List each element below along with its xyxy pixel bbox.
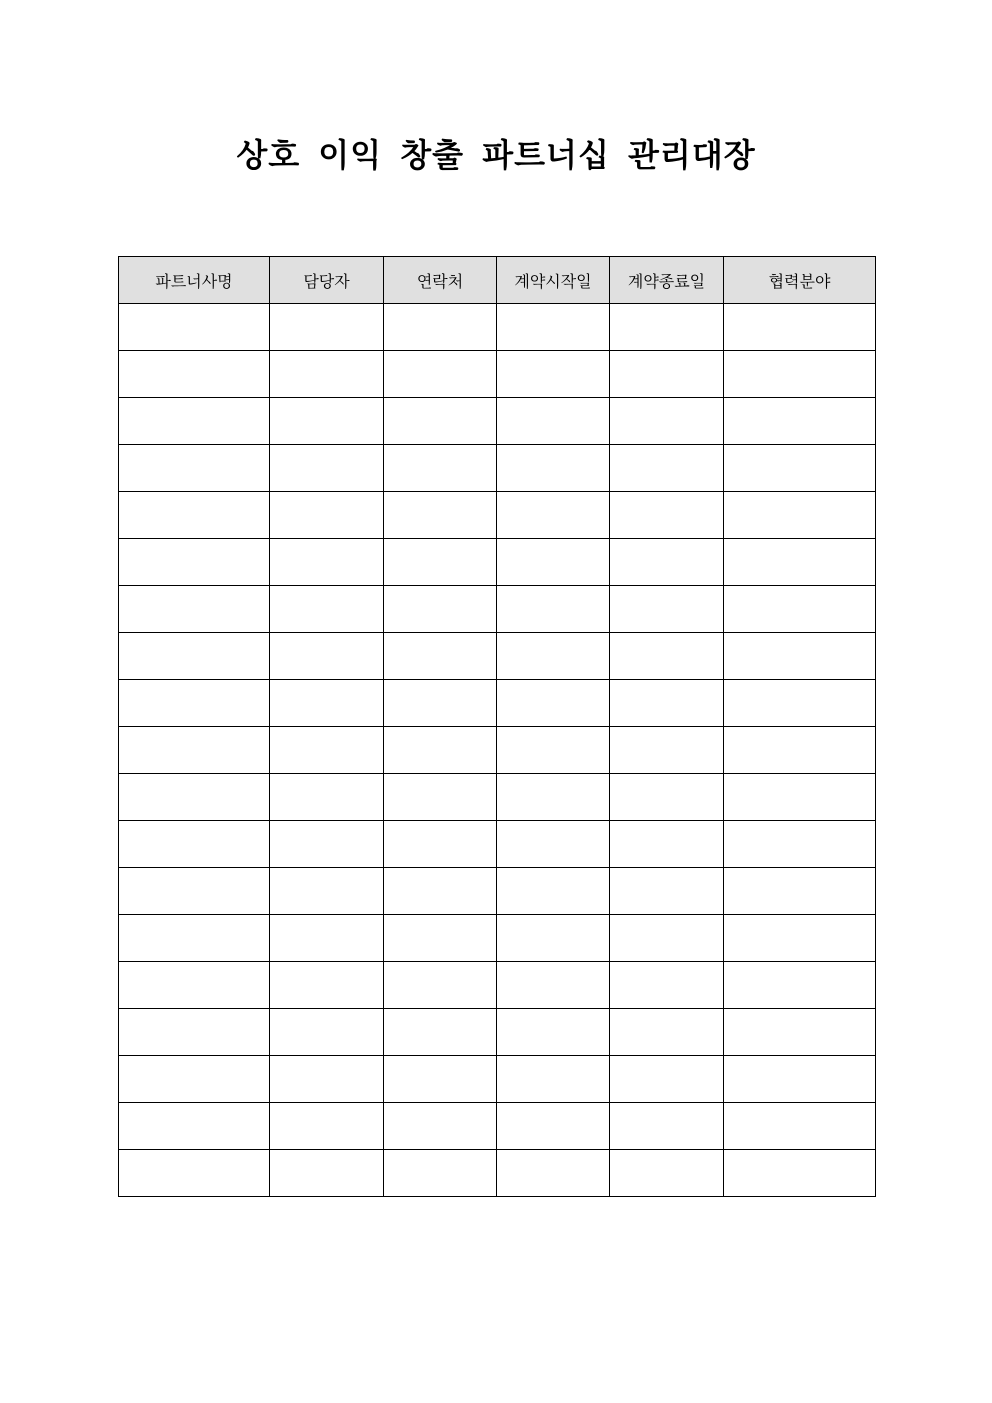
table-cell[interactable] [724, 633, 876, 680]
table-cell[interactable] [119, 539, 270, 586]
column-header-partner-name: 파트너사명 [119, 257, 270, 304]
table-row [119, 774, 876, 821]
table-row [119, 680, 876, 727]
table-cell[interactable] [384, 586, 497, 633]
table-cell[interactable] [270, 351, 384, 398]
table-cell[interactable] [610, 586, 724, 633]
table-cell[interactable] [384, 962, 497, 1009]
table-cell[interactable] [384, 1103, 497, 1150]
table-cell[interactable] [724, 539, 876, 586]
column-header-contract-start: 계약시작일 [497, 257, 610, 304]
table-cell[interactable] [384, 351, 497, 398]
table-cell[interactable] [119, 962, 270, 1009]
table-cell[interactable] [497, 492, 610, 539]
table-row [119, 398, 876, 445]
table-cell[interactable] [724, 821, 876, 868]
table-cell[interactable] [497, 727, 610, 774]
table-row [119, 1150, 876, 1197]
table-cell[interactable] [610, 304, 724, 351]
table-row [119, 304, 876, 351]
table-cell[interactable] [270, 492, 384, 539]
table-cell[interactable] [270, 445, 384, 492]
table-cell[interactable] [724, 445, 876, 492]
table-row [119, 539, 876, 586]
table-cell[interactable] [724, 1009, 876, 1056]
table-cell[interactable] [610, 539, 724, 586]
table-cell[interactable] [270, 1056, 384, 1103]
table-cell[interactable] [270, 586, 384, 633]
table-cell[interactable] [384, 1009, 497, 1056]
table-cell[interactable] [270, 539, 384, 586]
table-cell[interactable] [497, 680, 610, 727]
table-cell[interactable] [119, 1150, 270, 1197]
table-cell[interactable] [119, 821, 270, 868]
table-row [119, 1103, 876, 1150]
table-cell[interactable] [270, 304, 384, 351]
partnership-ledger-table [118, 256, 876, 1197]
table-cell[interactable] [270, 1009, 384, 1056]
table-cell[interactable] [610, 492, 724, 539]
table-cell[interactable] [384, 445, 497, 492]
table-cell[interactable] [497, 445, 610, 492]
table-row [119, 633, 876, 680]
table-cell[interactable] [119, 680, 270, 727]
table-row [119, 821, 876, 868]
table-cell[interactable] [270, 633, 384, 680]
table-cell[interactable] [724, 962, 876, 1009]
table-cell[interactable] [270, 821, 384, 868]
table-cell[interactable] [384, 539, 497, 586]
table-cell[interactable] [610, 633, 724, 680]
table-cell[interactable] [497, 1103, 610, 1150]
table-cell[interactable] [384, 868, 497, 915]
table-cell[interactable] [497, 304, 610, 351]
table-cell[interactable] [497, 915, 610, 962]
table-row [119, 727, 876, 774]
table-cell[interactable] [610, 962, 724, 1009]
table-cell[interactable] [497, 1150, 610, 1197]
table-cell[interactable] [610, 680, 724, 727]
table-cell[interactable] [497, 1056, 610, 1103]
table-cell[interactable] [610, 1056, 724, 1103]
table-cell[interactable] [270, 962, 384, 1009]
table-cell[interactable] [724, 680, 876, 727]
table-cell[interactable] [270, 680, 384, 727]
table-cell[interactable] [119, 915, 270, 962]
table-cell[interactable] [119, 1009, 270, 1056]
table-cell[interactable] [270, 915, 384, 962]
table-cell[interactable] [270, 1150, 384, 1197]
table-cell[interactable] [724, 586, 876, 633]
table-cell[interactable] [610, 1009, 724, 1056]
table-row [119, 915, 876, 962]
table-row [119, 1009, 876, 1056]
table-cell[interactable] [610, 915, 724, 962]
table-cell[interactable] [384, 774, 497, 821]
table-cell[interactable] [610, 727, 724, 774]
table-cell[interactable] [384, 1056, 497, 1103]
table-cell[interactable] [724, 774, 876, 821]
table-cell[interactable] [270, 774, 384, 821]
table-cell[interactable] [497, 351, 610, 398]
table-cell[interactable] [610, 774, 724, 821]
table-cell[interactable] [384, 821, 497, 868]
table-cell[interactable] [724, 398, 876, 445]
table-cell[interactable] [497, 633, 610, 680]
table-cell[interactable] [497, 398, 610, 445]
table-cell[interactable] [497, 1009, 610, 1056]
table-cell[interactable] [610, 821, 724, 868]
table-row [119, 492, 876, 539]
table-cell[interactable] [497, 962, 610, 1009]
table-cell[interactable] [119, 1103, 270, 1150]
table-cell[interactable] [384, 398, 497, 445]
table-cell[interactable] [384, 915, 497, 962]
page-title: 상호 이익 창출 파트너십 관리대장 [236, 136, 756, 174]
table-body [119, 304, 876, 1197]
table-cell[interactable] [270, 398, 384, 445]
table-cell[interactable] [610, 398, 724, 445]
table-cell[interactable] [724, 304, 876, 351]
table-cell[interactable] [119, 492, 270, 539]
table-row [119, 868, 876, 915]
table-cell[interactable] [610, 351, 724, 398]
table-cell[interactable] [119, 445, 270, 492]
table-cell[interactable] [497, 539, 610, 586]
table-cell[interactable] [610, 1103, 724, 1150]
table-cell[interactable] [384, 1150, 497, 1197]
column-header-contract-end: 계약종료일 [610, 257, 724, 304]
table-cell[interactable] [119, 1056, 270, 1103]
table-cell[interactable] [497, 821, 610, 868]
table-cell[interactable] [384, 492, 497, 539]
table-cell[interactable] [119, 727, 270, 774]
table-cell[interactable] [724, 868, 876, 915]
table-cell[interactable] [270, 1103, 384, 1150]
table-cell[interactable] [724, 915, 876, 962]
table-cell[interactable] [497, 774, 610, 821]
table-cell[interactable] [119, 398, 270, 445]
table-cell[interactable] [270, 868, 384, 915]
table-cell[interactable] [270, 727, 384, 774]
table-cell[interactable] [724, 1056, 876, 1103]
table-cell[interactable] [384, 727, 497, 774]
table-cell[interactable] [119, 304, 270, 351]
table-cell[interactable] [497, 868, 610, 915]
table-cell[interactable] [384, 680, 497, 727]
table-header-row [119, 257, 876, 304]
table-cell[interactable] [384, 633, 497, 680]
table-cell[interactable] [610, 445, 724, 492]
table-cell[interactable] [724, 1103, 876, 1150]
column-header-cooperation-area: 협력분야 [724, 257, 876, 304]
table-cell[interactable] [119, 586, 270, 633]
table-row [119, 445, 876, 492]
table-cell[interactable] [724, 727, 876, 774]
column-header-contact-person: 담당자 [270, 257, 384, 304]
table-cell[interactable] [119, 868, 270, 915]
column-header-phone: 연락처 [384, 257, 497, 304]
table-row [119, 586, 876, 633]
table-cell[interactable] [119, 633, 270, 680]
table-cell[interactable] [119, 351, 270, 398]
table-cell[interactable] [119, 774, 270, 821]
table-row [119, 351, 876, 398]
table-row [119, 962, 876, 1009]
table-cell[interactable] [384, 304, 497, 351]
table-cell[interactable] [724, 492, 876, 539]
table-cell[interactable] [497, 586, 610, 633]
table-row [119, 1056, 876, 1103]
table-cell[interactable] [610, 1150, 724, 1197]
table-cell[interactable] [610, 868, 724, 915]
table-cell[interactable] [724, 351, 876, 398]
table-cell[interactable] [724, 1150, 876, 1197]
